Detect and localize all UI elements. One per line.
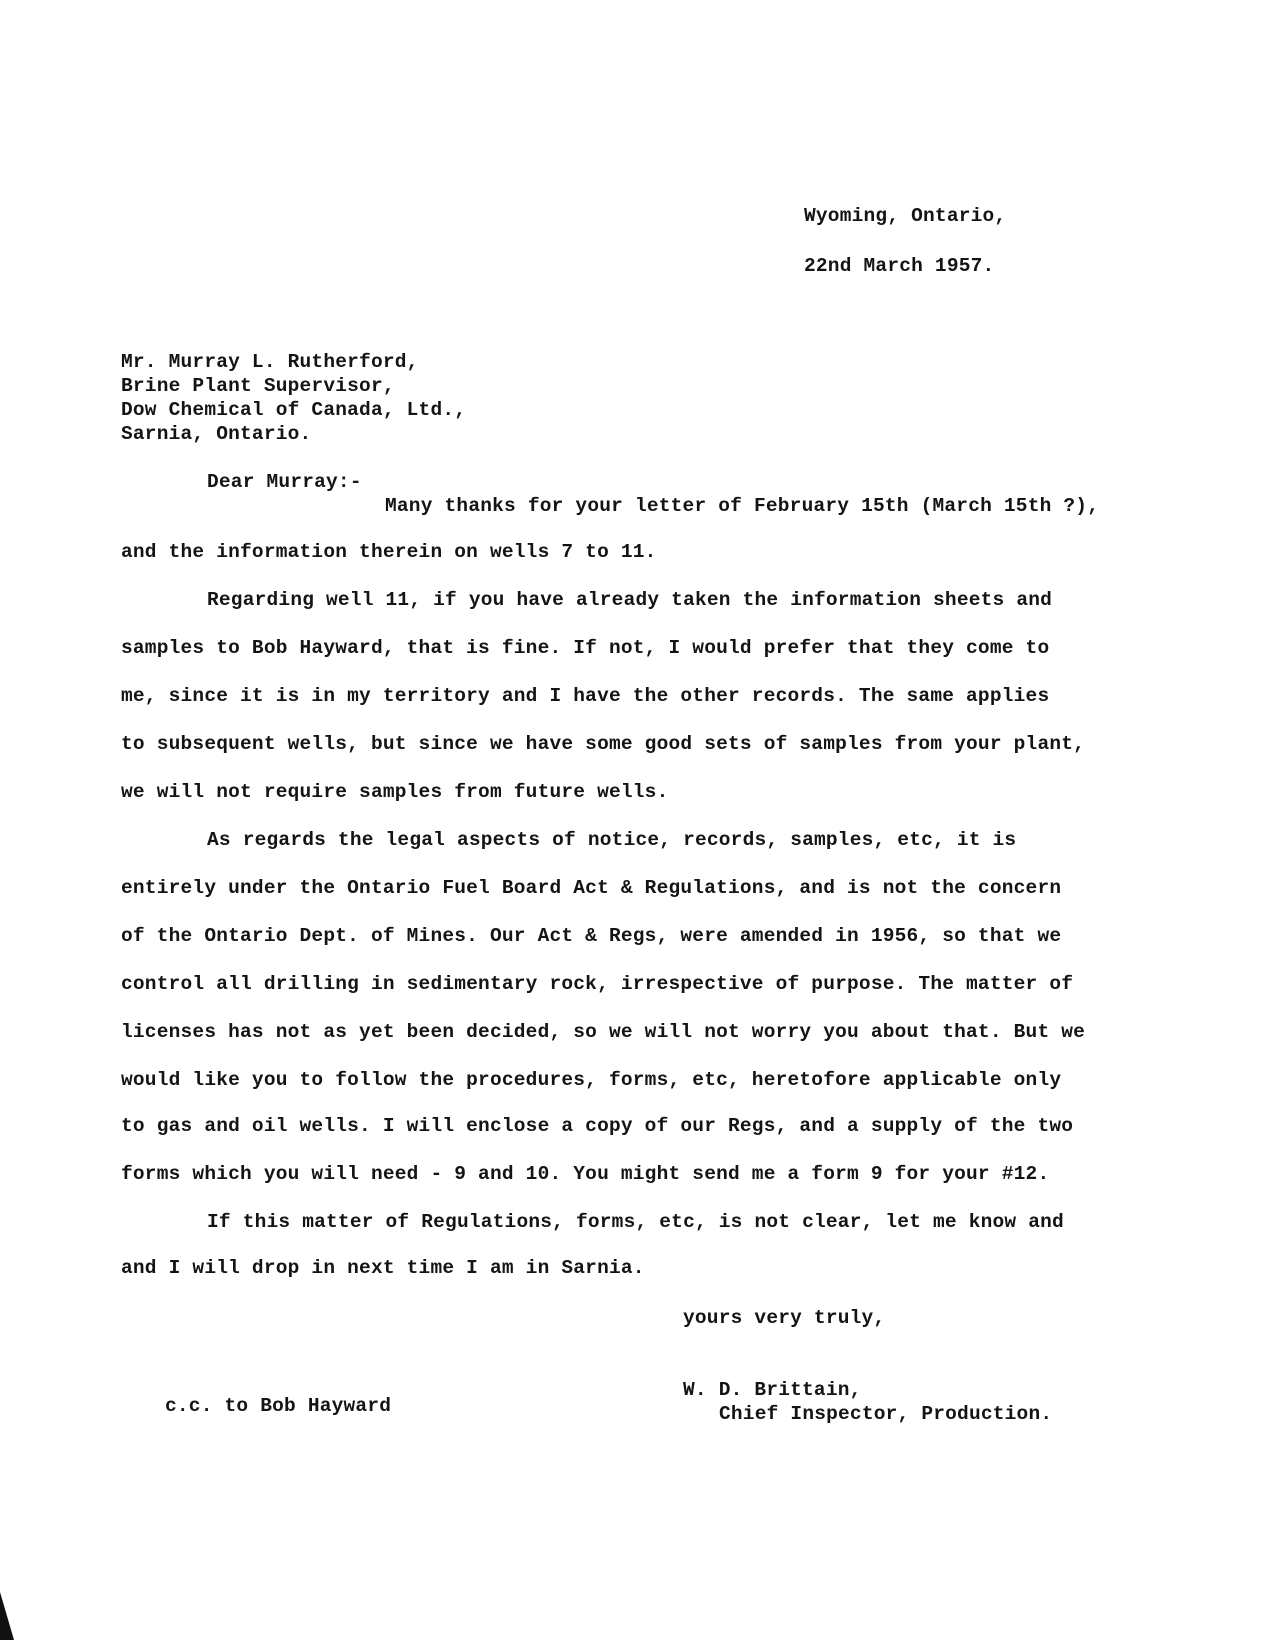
body-line: and I will drop in next time I am in Sarnia. — [121, 1257, 645, 1279]
recipient-company: Dow Chemical of Canada, Ltd., — [121, 399, 467, 421]
body-line: licenses has not as yet been decided, so we will not worry you about that. But we — [121, 1021, 1086, 1043]
recipient-name: Mr. Murray L. Rutherford, — [121, 351, 419, 373]
closing: yours very truly, — [683, 1307, 886, 1329]
letter-date: 22nd March 1957. — [804, 255, 995, 277]
cc-line: c.c. to Bob Hayward — [165, 1395, 392, 1417]
body-line: Regarding well 11, if you have already taken the information sheets and — [207, 589, 1053, 611]
body-line: As regards the legal aspects of notice, records, samples, etc, it is — [207, 829, 1017, 851]
body-line: to gas and oil wells. I will enclose a copy of our Regs, and a supply of the two — [121, 1115, 1074, 1137]
body-line: we will not require samples from future wells. — [121, 781, 669, 803]
scan-edge-mark — [0, 1592, 14, 1640]
recipient-title: Brine Plant Supervisor, — [121, 375, 395, 397]
salutation: Dear Murray:- — [207, 471, 362, 493]
body-line: entirely under the Ontario Fuel Board Act & Regulations, and is not the concern — [121, 877, 1062, 899]
body-line: samples to Bob Hayward, that is fine. If not, I would prefer that they come to — [121, 637, 1050, 659]
body-line: me, since it is in my territory and I have the other records. The same applies — [121, 685, 1050, 707]
body-line: to subsequent wells, but since we have some good sets of samples from your plant, — [121, 733, 1086, 755]
body-line: would like you to follow the procedures, forms, etc, heretofore applicable only — [121, 1069, 1062, 1091]
signature-title: Chief Inspector, Production. — [719, 1403, 1053, 1425]
recipient-city: Sarnia, Ontario. — [121, 423, 312, 445]
body-line: Many thanks for your letter of February 15th (March 15th ?), — [385, 495, 1100, 517]
body-line: forms which you will need - 9 and 10. You might send me a form 9 for your #12. — [121, 1163, 1050, 1185]
body-line: of the Ontario Dept. of Mines. Our Act & Regs, were amended in 1956, so that we — [121, 925, 1062, 947]
letter-place: Wyoming, Ontario, — [804, 205, 1007, 227]
signature-name: W. D. Brittain, — [683, 1379, 862, 1401]
body-line: If this matter of Regulations, forms, etc, is not clear, let me know and — [207, 1211, 1064, 1233]
body-line: and the information therein on wells 7 to 11. — [121, 541, 657, 563]
body-line: control all drilling in sedimentary rock, irrespective of purpose. The matter of — [121, 973, 1074, 995]
